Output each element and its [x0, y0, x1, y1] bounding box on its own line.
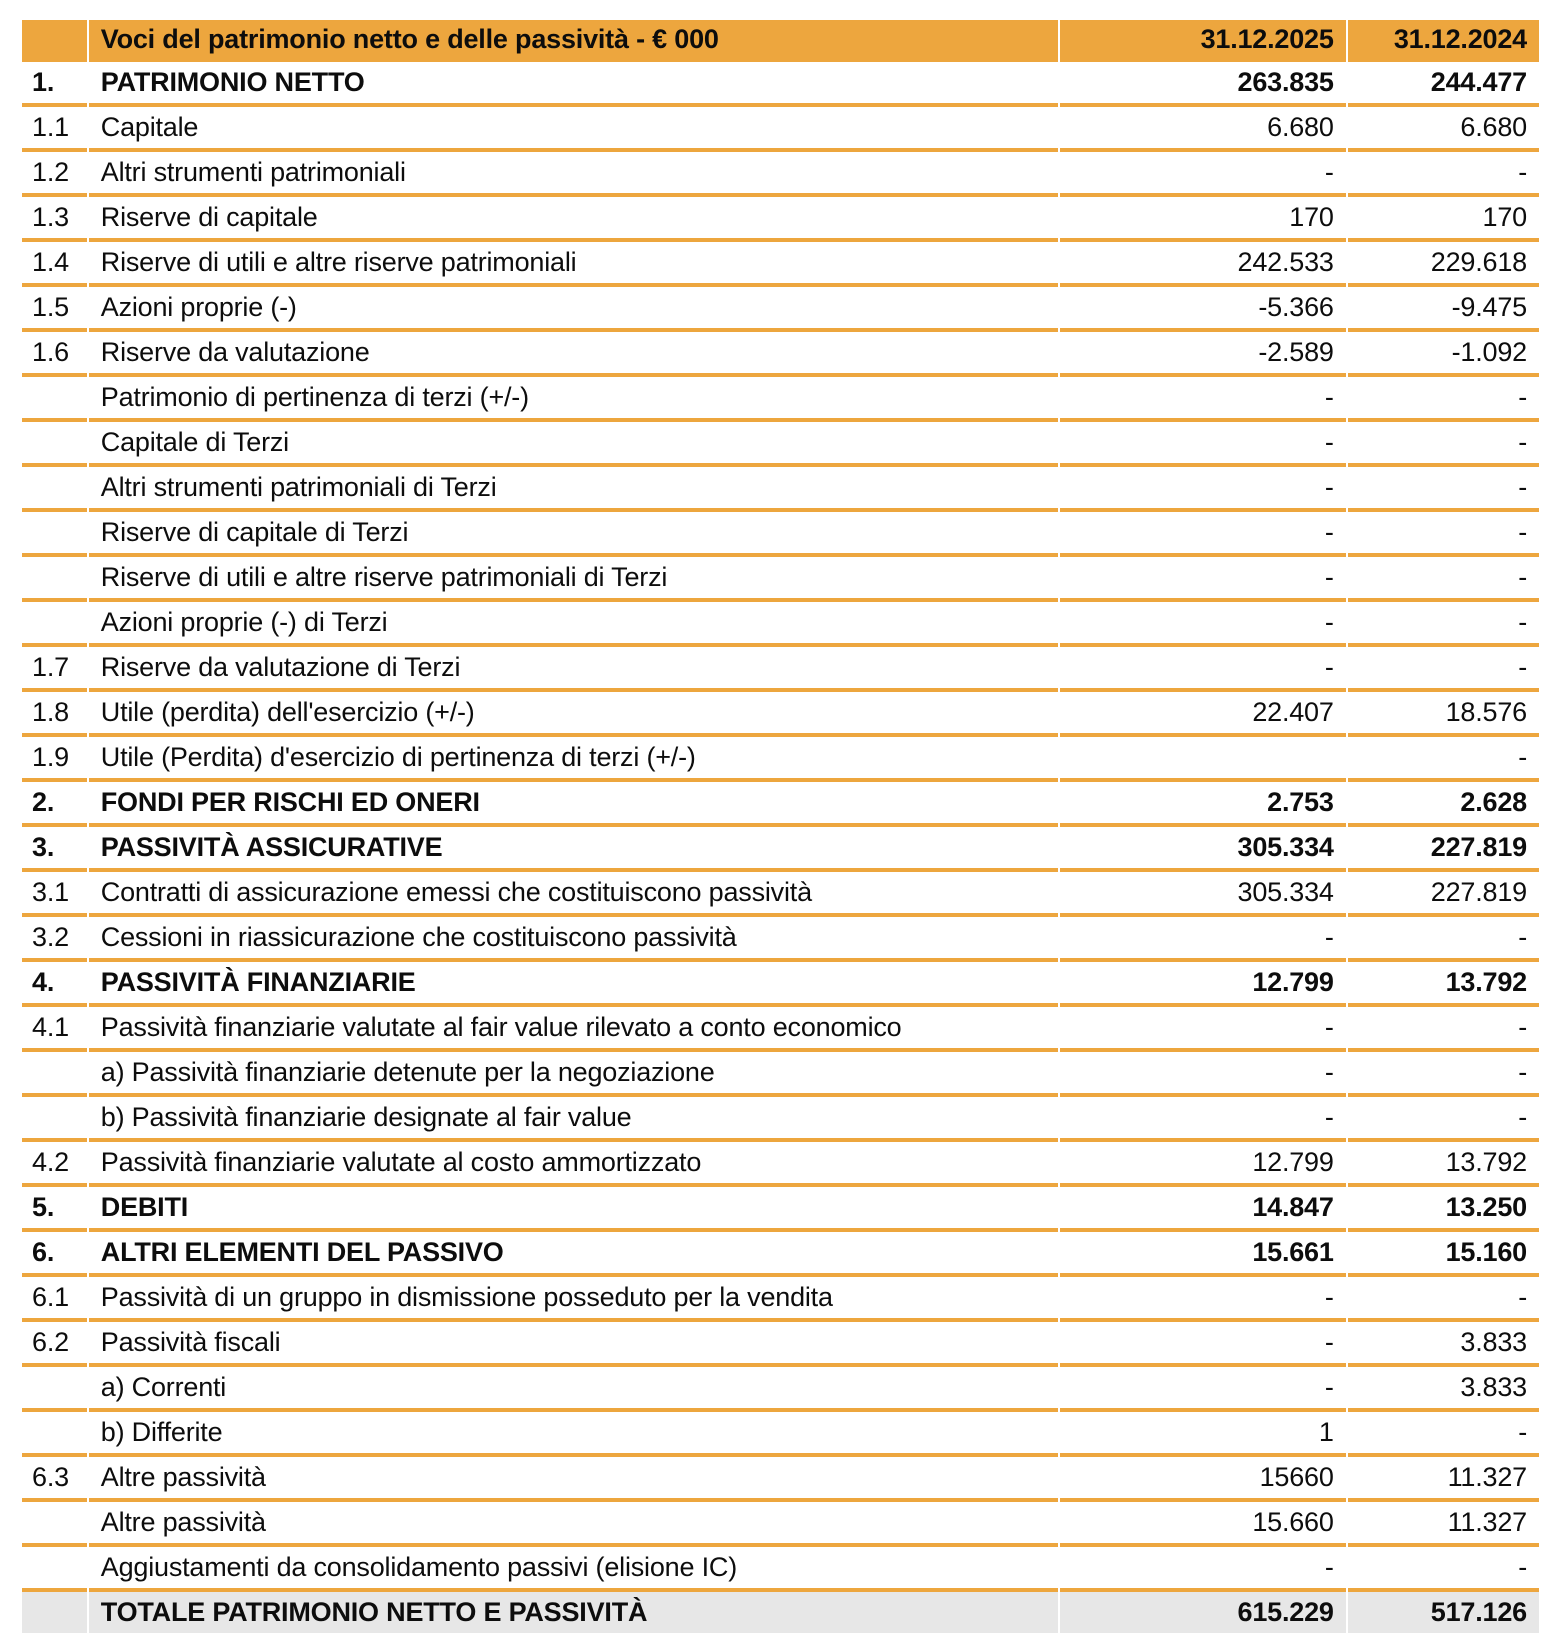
table-row — [22, 692, 1539, 737]
header-row — [22, 20, 1539, 62]
table-row — [22, 1322, 1539, 1367]
value-2024: 227.819 — [1348, 872, 1539, 917]
table-row — [22, 962, 1539, 1007]
table-row — [22, 557, 1539, 602]
header-col-2024: 31.12.2024 — [1348, 20, 1539, 62]
row-number: 4. — [22, 962, 87, 1007]
row-label: Aggiustamenti da consolidamento passivi (elisione IC) — [89, 1547, 1059, 1592]
value-2024: 170 — [1348, 197, 1539, 242]
table-row — [22, 242, 1539, 287]
table-row — [22, 1457, 1539, 1502]
value-2025: 12.799 — [1060, 962, 1345, 1007]
header-number-cell — [22, 20, 87, 62]
row-label: Riserve da valutazione di Terzi — [89, 647, 1059, 692]
header-label: Voci del patrimonio netto e delle passività - € 000 — [89, 20, 1059, 62]
value-2025: - — [1060, 917, 1345, 962]
row-number — [22, 1097, 87, 1142]
row-label: Altre passività — [89, 1502, 1059, 1547]
row-number — [22, 1052, 87, 1097]
table-header — [22, 20, 1539, 62]
table-row — [22, 872, 1539, 917]
value-2025: - — [1060, 602, 1345, 647]
value-2025: - — [1060, 512, 1345, 557]
row-label: Altre passività — [89, 1457, 1059, 1502]
row-label: FONDI PER RISCHI ED ONERI — [89, 782, 1059, 827]
row-label: Passività fiscali — [89, 1322, 1059, 1367]
table-row — [22, 1097, 1539, 1142]
table-row — [22, 287, 1539, 332]
table-row — [22, 782, 1539, 827]
value-2024: 229.618 — [1348, 242, 1539, 287]
table-row — [22, 467, 1539, 512]
value-2025: - — [1060, 647, 1345, 692]
value-2025: 615.229 — [1060, 1592, 1345, 1633]
value-2024: 13.792 — [1348, 1142, 1539, 1187]
total-row — [22, 1592, 1539, 1633]
table-row — [22, 152, 1539, 197]
value-2025: 305.334 — [1060, 827, 1345, 872]
value-2024: - — [1348, 377, 1539, 422]
row-label: Patrimonio di pertinenza di terzi (+/-) — [89, 377, 1059, 422]
table-row — [22, 422, 1539, 467]
row-number: 1.4 — [22, 242, 87, 287]
row-label: Cessioni in riassicurazione che costituiscono passività — [89, 917, 1059, 962]
row-number — [22, 512, 87, 557]
table-row — [22, 512, 1539, 557]
row-number: 3.2 — [22, 917, 87, 962]
value-2024: - — [1348, 512, 1539, 557]
value-2024: 517.126 — [1348, 1592, 1539, 1633]
value-2024: - — [1348, 1007, 1539, 1052]
value-2024: - — [1348, 422, 1539, 467]
table-row — [22, 107, 1539, 152]
row-label: PASSIVITÀ ASSICURATIVE — [89, 827, 1059, 872]
row-label: Capitale — [89, 107, 1059, 152]
row-label: Capitale di Terzi — [89, 422, 1059, 467]
table-row — [22, 377, 1539, 422]
row-label: Riserve di utili e altre riserve patrimoniali — [89, 242, 1059, 287]
value-2024: 3.833 — [1348, 1367, 1539, 1412]
table-row — [22, 1232, 1539, 1277]
row-label: Riserve di utili e altre riserve patrimoniali di Terzi — [89, 557, 1059, 602]
row-number — [22, 602, 87, 647]
row-number: 1.2 — [22, 152, 87, 197]
row-label: Utile (Perdita) d'esercizio di pertinenza di terzi (+/-) — [89, 737, 1059, 782]
row-number: 1.3 — [22, 197, 87, 242]
value-2025: 242.533 — [1060, 242, 1345, 287]
value-2025: 263.835 — [1060, 62, 1345, 107]
value-2025: - — [1060, 1007, 1345, 1052]
table-row — [22, 917, 1539, 962]
value-2025: - — [1060, 557, 1345, 602]
row-number: 1. — [22, 62, 87, 107]
row-label: Contratti di assicurazione emessi che costituiscono passività — [89, 872, 1059, 917]
row-label: TOTALE PATRIMONIO NETTO E PASSIVITÀ — [89, 1592, 1059, 1633]
value-2024: -1.092 — [1348, 332, 1539, 377]
value-2025: -2.589 — [1060, 332, 1345, 377]
value-2025: 170 — [1060, 197, 1345, 242]
value-2025: 1 — [1060, 1412, 1345, 1457]
value-2024: - — [1348, 602, 1539, 647]
table-row — [22, 1142, 1539, 1187]
row-number: 1.9 — [22, 737, 87, 782]
value-2025: - — [1060, 467, 1345, 512]
row-label: Utile (perdita) dell'esercizio (+/-) — [89, 692, 1059, 737]
row-label: Altri strumenti patrimoniali di Terzi — [89, 467, 1059, 512]
value-2025: - — [1060, 1322, 1345, 1367]
table-row — [22, 62, 1539, 107]
table-row — [22, 1547, 1539, 1592]
value-2024: 2.628 — [1348, 782, 1539, 827]
value-2025: 15660 — [1060, 1457, 1345, 1502]
row-label: PATRIMONIO NETTO — [89, 62, 1059, 107]
row-label: Passività di un gruppo in dismissione posseduto per la vendita — [89, 1277, 1059, 1322]
row-label: PASSIVITÀ FINANZIARIE — [89, 962, 1059, 1007]
row-number — [22, 1502, 87, 1547]
row-label: DEBITI — [89, 1187, 1059, 1232]
table-row — [22, 1502, 1539, 1547]
row-label: Azioni proprie (-) di Terzi — [89, 602, 1059, 647]
value-2025: 12.799 — [1060, 1142, 1345, 1187]
table-row — [22, 1187, 1539, 1232]
row-number: 1.6 — [22, 332, 87, 377]
value-2024: - — [1348, 152, 1539, 197]
row-label: Riserve di capitale di Terzi — [89, 512, 1059, 557]
row-number: 6.1 — [22, 1277, 87, 1322]
row-number — [22, 1412, 87, 1457]
row-number — [22, 467, 87, 512]
value-2024: -9.475 — [1348, 287, 1539, 332]
table-row — [22, 1412, 1539, 1457]
value-2025: - — [1060, 1097, 1345, 1142]
row-number: 1.1 — [22, 107, 87, 152]
row-label: Azioni proprie (-) — [89, 287, 1059, 332]
value-2025: - — [1060, 1547, 1345, 1592]
table-row — [22, 1367, 1539, 1412]
value-2024: 6.680 — [1348, 107, 1539, 152]
row-label: Passività finanziarie valutate al fair value rilevato a conto economico — [89, 1007, 1059, 1052]
row-number — [22, 422, 87, 467]
table-row — [22, 332, 1539, 377]
row-number: 1.7 — [22, 647, 87, 692]
value-2024: - — [1348, 467, 1539, 512]
row-number: 6.2 — [22, 1322, 87, 1367]
value-2024: - — [1348, 1097, 1539, 1142]
value-2025: 6.680 — [1060, 107, 1345, 152]
value-2025: 22.407 — [1060, 692, 1345, 737]
value-2024: - — [1348, 737, 1539, 782]
row-label: Altri strumenti patrimoniali — [89, 152, 1059, 197]
row-number: 3. — [22, 827, 87, 872]
value-2024: 18.576 — [1348, 692, 1539, 737]
row-label: b) Passività finanziarie designate al fair value — [89, 1097, 1059, 1142]
value-2024: - — [1348, 1547, 1539, 1592]
value-2025: - — [1060, 1277, 1345, 1322]
row-number: 6. — [22, 1232, 87, 1277]
table-row — [22, 1007, 1539, 1052]
value-2024: 244.477 — [1348, 62, 1539, 107]
table-body — [22, 62, 1539, 1633]
value-2024: - — [1348, 917, 1539, 962]
row-number — [22, 557, 87, 602]
value-2025: - — [1060, 1367, 1345, 1412]
value-2025: 14.847 — [1060, 1187, 1345, 1232]
balance-sheet-table — [20, 20, 1541, 1633]
row-label: a) Correnti — [89, 1367, 1059, 1412]
value-2024: - — [1348, 647, 1539, 692]
value-2025: - — [1060, 152, 1345, 197]
value-2024: 3.833 — [1348, 1322, 1539, 1367]
value-2024: 11.327 — [1348, 1457, 1539, 1502]
header-col-2025: 31.12.2025 — [1060, 20, 1345, 62]
row-number — [22, 1592, 87, 1633]
value-2025: 2.753 — [1060, 782, 1345, 827]
row-label: a) Passività finanziarie detenute per la negoziazione — [89, 1052, 1059, 1097]
value-2024: - — [1348, 557, 1539, 602]
value-2025: - — [1060, 377, 1345, 422]
value-2025: 15.660 — [1060, 1502, 1345, 1547]
row-number: 6.3 — [22, 1457, 87, 1502]
row-label: b) Differite — [89, 1412, 1059, 1457]
row-number: 5. — [22, 1187, 87, 1232]
row-number: 2. — [22, 782, 87, 827]
table-row — [22, 1052, 1539, 1097]
value-2024: - — [1348, 1052, 1539, 1097]
row-number — [22, 377, 87, 422]
row-number: 1.8 — [22, 692, 87, 737]
table-row — [22, 737, 1539, 782]
value-2024: 15.160 — [1348, 1232, 1539, 1277]
value-2024: 227.819 — [1348, 827, 1539, 872]
row-number: 3.1 — [22, 872, 87, 917]
row-label: Riserve da valutazione — [89, 332, 1059, 377]
value-2024: - — [1348, 1412, 1539, 1457]
row-number — [22, 1547, 87, 1592]
row-number: 4.2 — [22, 1142, 87, 1187]
row-number — [22, 1367, 87, 1412]
table-row — [22, 647, 1539, 692]
value-2024: 11.327 — [1348, 1502, 1539, 1547]
value-2025: - — [1060, 422, 1345, 467]
row-label: Passività finanziarie valutate al costo ammortizzato — [89, 1142, 1059, 1187]
table-row — [22, 1277, 1539, 1322]
table-row — [22, 827, 1539, 872]
table-row — [22, 602, 1539, 647]
row-label: ALTRI ELEMENTI DEL PASSIVO — [89, 1232, 1059, 1277]
row-number: 4.1 — [22, 1007, 87, 1052]
value-2025: 305.334 — [1060, 872, 1345, 917]
value-2025 — [1060, 737, 1345, 782]
value-2025: -5.366 — [1060, 287, 1345, 332]
row-number: 1.5 — [22, 287, 87, 332]
value-2024: 13.792 — [1348, 962, 1539, 1007]
value-2024: - — [1348, 1277, 1539, 1322]
table-row — [22, 197, 1539, 242]
value-2025: - — [1060, 1052, 1345, 1097]
value-2024: 13.250 — [1348, 1187, 1539, 1232]
row-label: Riserve di capitale — [89, 197, 1059, 242]
value-2025: 15.661 — [1060, 1232, 1345, 1277]
